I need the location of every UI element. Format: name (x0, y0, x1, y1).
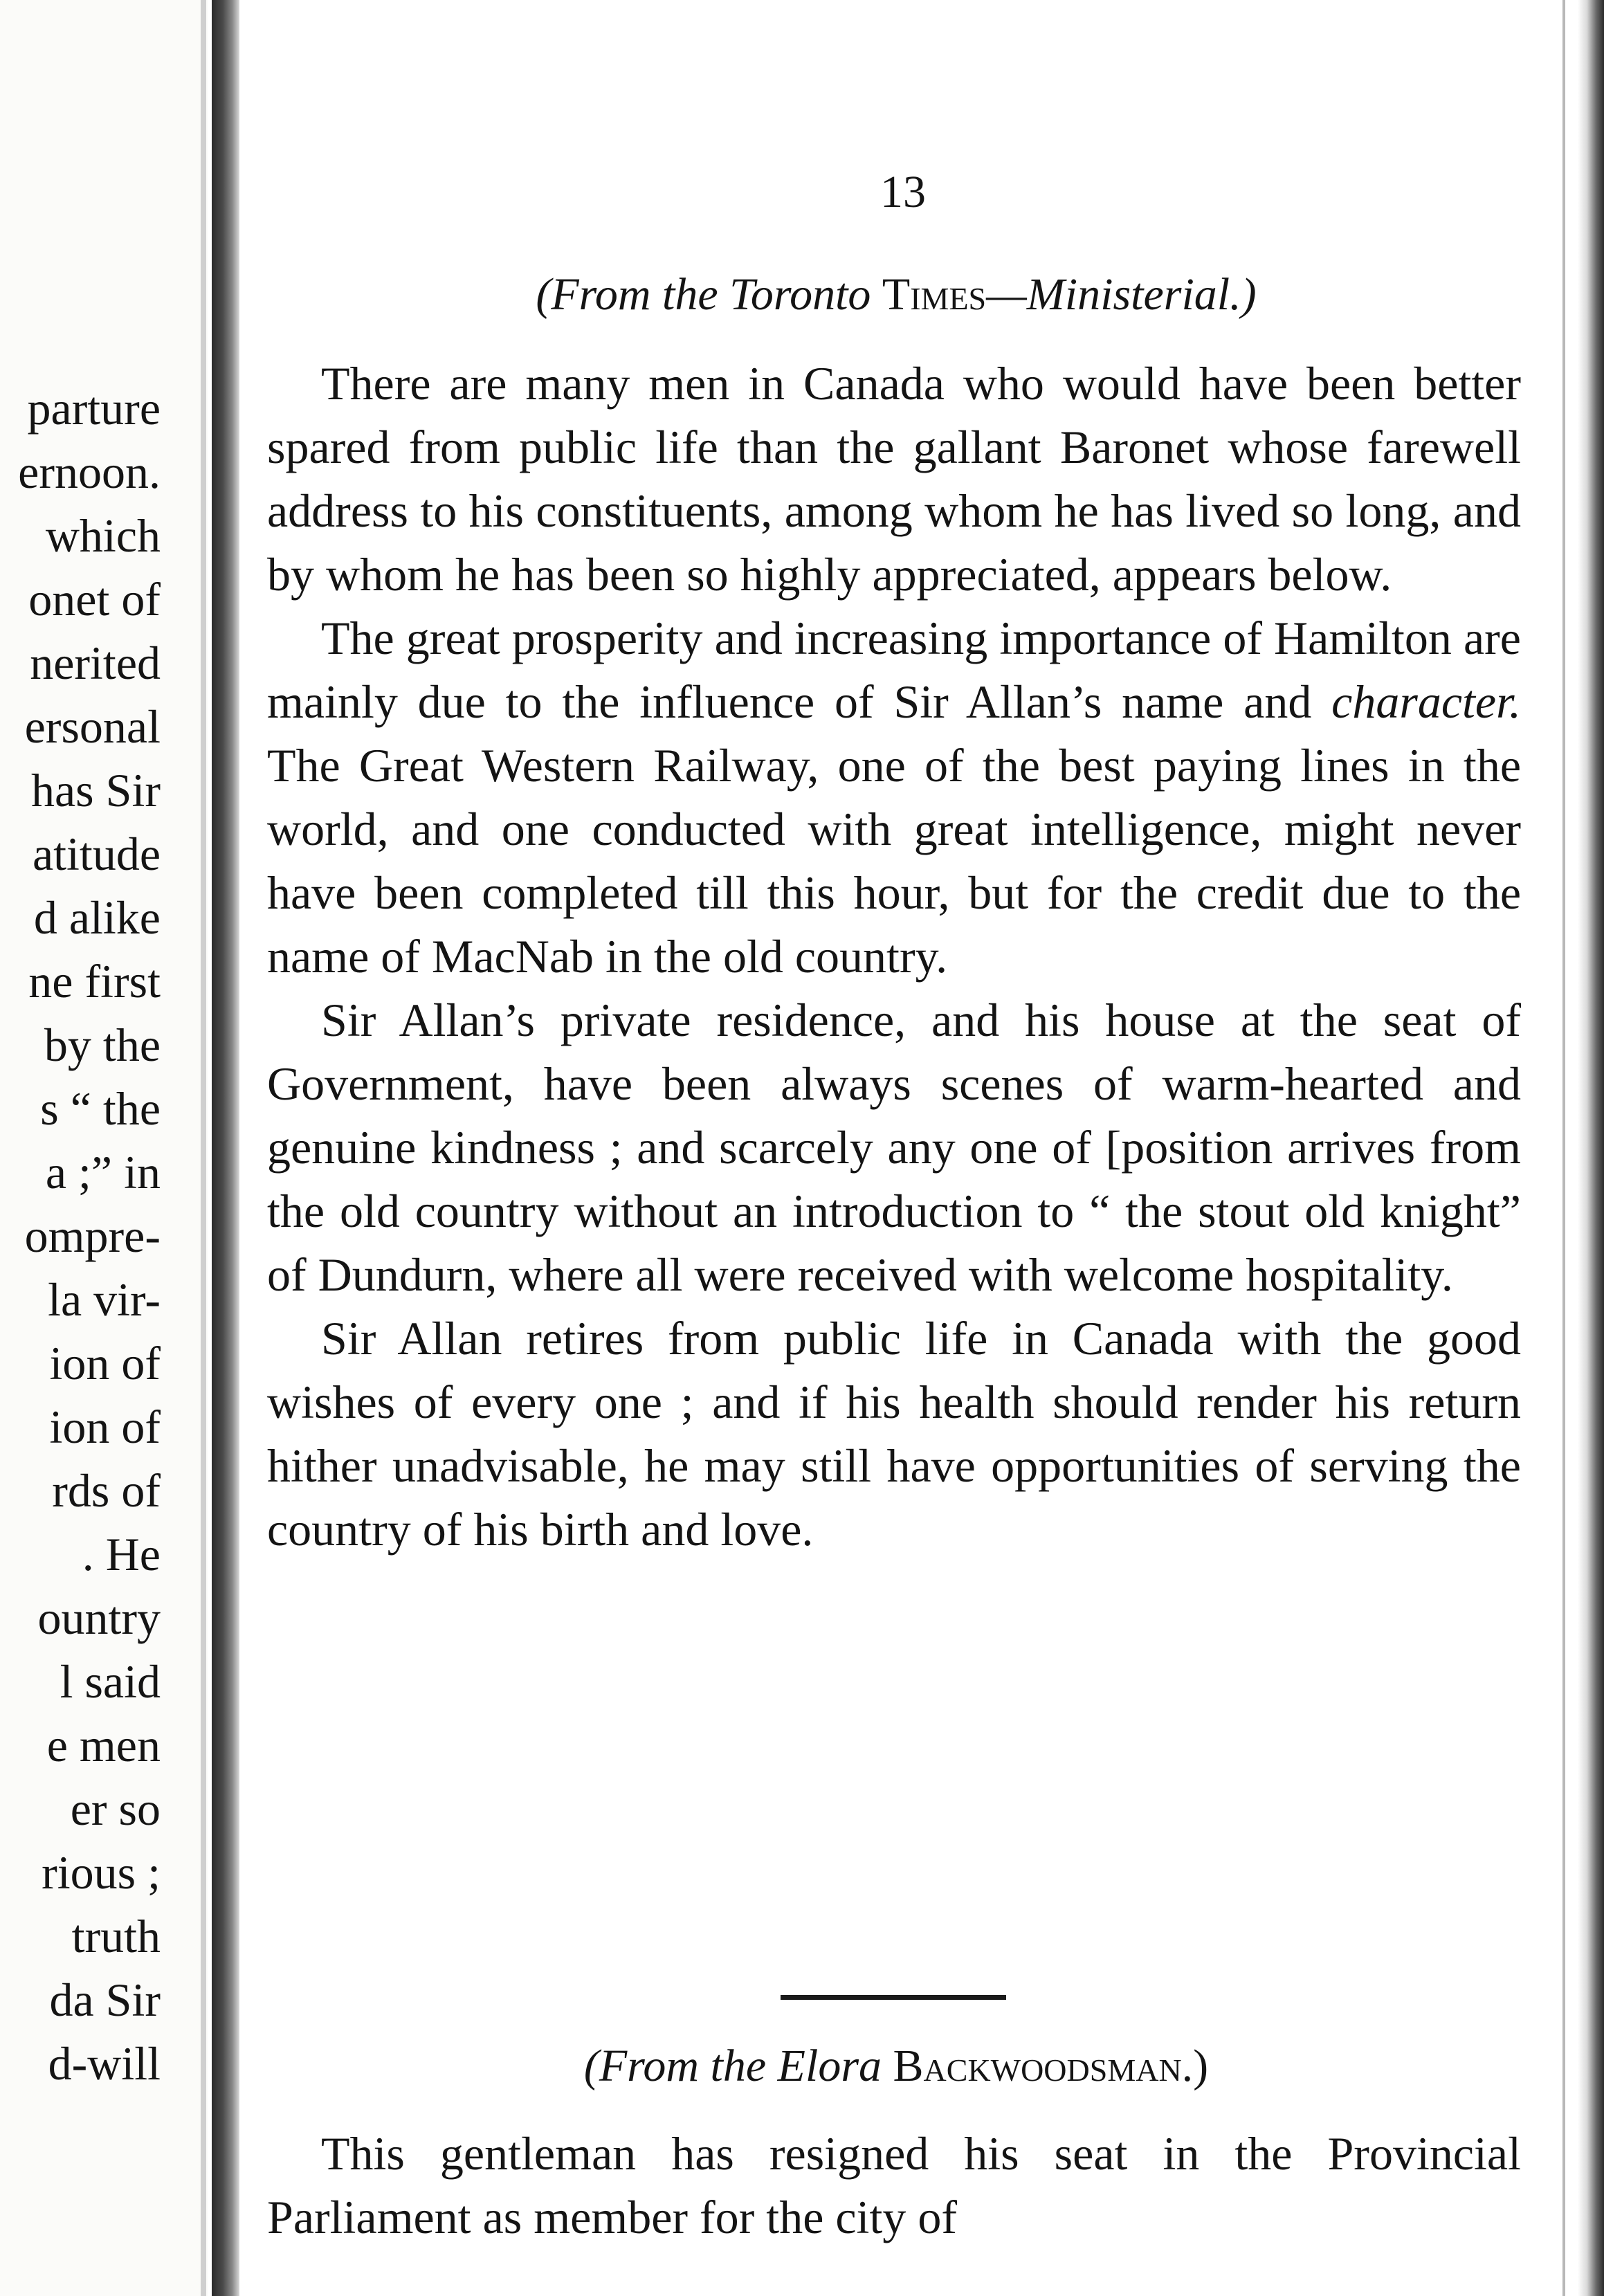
previous-page-line: which (45, 509, 161, 562)
previous-page-line: ion of (49, 1337, 161, 1390)
section-divider-rule (781, 1995, 1006, 2000)
book-gutter (212, 0, 239, 2296)
previous-page-line: d-will (48, 2037, 161, 2090)
paragraph-text: The Great Western Railway, one of the best paying lines in the world, and one conducted with great intelligence, might never have been completed till this hour, but for the credit due to the name of MacNab in the old country. (267, 739, 1521, 983)
previous-page-line: onet of (28, 573, 161, 626)
paragraph: This gentleman has resigned his seat in the Provincial Parliament as member for the city of (267, 2127, 1521, 2243)
previous-page-line: d alike (33, 891, 161, 944)
previous-page-line: ountry (37, 1592, 161, 1644)
paragraph-text: The great prosperity and increasing importance of Hamilton are mainly due to the influence of Sir Allan’s name and (267, 612, 1521, 728)
section-heading-elora-backwoodsman (249, 2040, 1543, 2093)
heading-affiliation: —Ministerial.) (986, 269, 1257, 320)
previous-page-line: ne first (28, 955, 161, 1008)
paragraph: Sir Allan retires from public life in Canada with the good wishes of every one ; and if his health should render his return hither unadvisable, he may still have opportunities of serving the country of his birth and love. (267, 1312, 1521, 1556)
previous-page-line: rious ; (42, 1846, 161, 1899)
previous-page-line: e men (46, 1719, 161, 1771)
page-number: 13 (880, 167, 926, 217)
article-elora-backwoodsman (267, 2122, 1521, 2249)
previous-page-line: er so (70, 1783, 161, 1835)
book-right-edge (1578, 0, 1604, 2296)
previous-page-line: da Sir (49, 1974, 161, 2026)
paragraph (267, 606, 1521, 988)
previous-page-line: ompre- (24, 1210, 161, 1262)
section-heading-toronto-times (249, 268, 1543, 321)
previous-page-line: has Sir (31, 764, 161, 817)
previous-page-line: a ;” in (45, 1146, 161, 1199)
previous-page-fragment (0, 0, 208, 2296)
heading-close: .) (1181, 2041, 1209, 2091)
heading-source: (From the Elora (583, 2041, 893, 2091)
page (249, 0, 1543, 2296)
previous-page-line: parture (27, 382, 161, 435)
previous-page-line: ersonal (24, 700, 161, 753)
article-toronto-times (267, 352, 1521, 1561)
paragraph: Sir Allan’s private residence, and his house at the seat of Government, have been always scenes of warm-hearted and genuine kindness ; and scarcely any one of [position arrives from the old country without an introduction to “ the stout old knight” of Dundurn, where all were received with welcome hospitality. (267, 994, 1521, 1301)
heading-newspaper-name: Times (882, 269, 987, 320)
emphasis-character: character. (1331, 675, 1521, 728)
previous-page-line: l said (60, 1655, 161, 1708)
previous-page-line: truth (71, 1910, 161, 1962)
previous-page-line: rds of (52, 1464, 161, 1517)
previous-page-line: . He (82, 1528, 161, 1580)
previous-page-line: by the (44, 1019, 161, 1071)
paragraph: There are many men in Canada who would have been better spared from public life than the gallant Baronet whose farewell address to his constituents, among whom he has lived so long, and by whom he has been so highly appreciated, appears below. (267, 357, 1521, 601)
page-edge-line (1562, 0, 1565, 2296)
previous-page-line: ernoon. (18, 446, 161, 498)
previous-page-line: s “ the (40, 1082, 161, 1135)
previous-page-line: nerited (30, 637, 161, 689)
heading-source: (From the Toronto (536, 269, 882, 320)
heading-newspaper-name: Backwoodsman (893, 2041, 1182, 2091)
previous-page-line: atitude (32, 828, 161, 880)
previous-page-line: la vir- (48, 1273, 161, 1326)
gutter-edge (201, 0, 206, 2296)
previous-page-line: ion of (49, 1401, 161, 1453)
